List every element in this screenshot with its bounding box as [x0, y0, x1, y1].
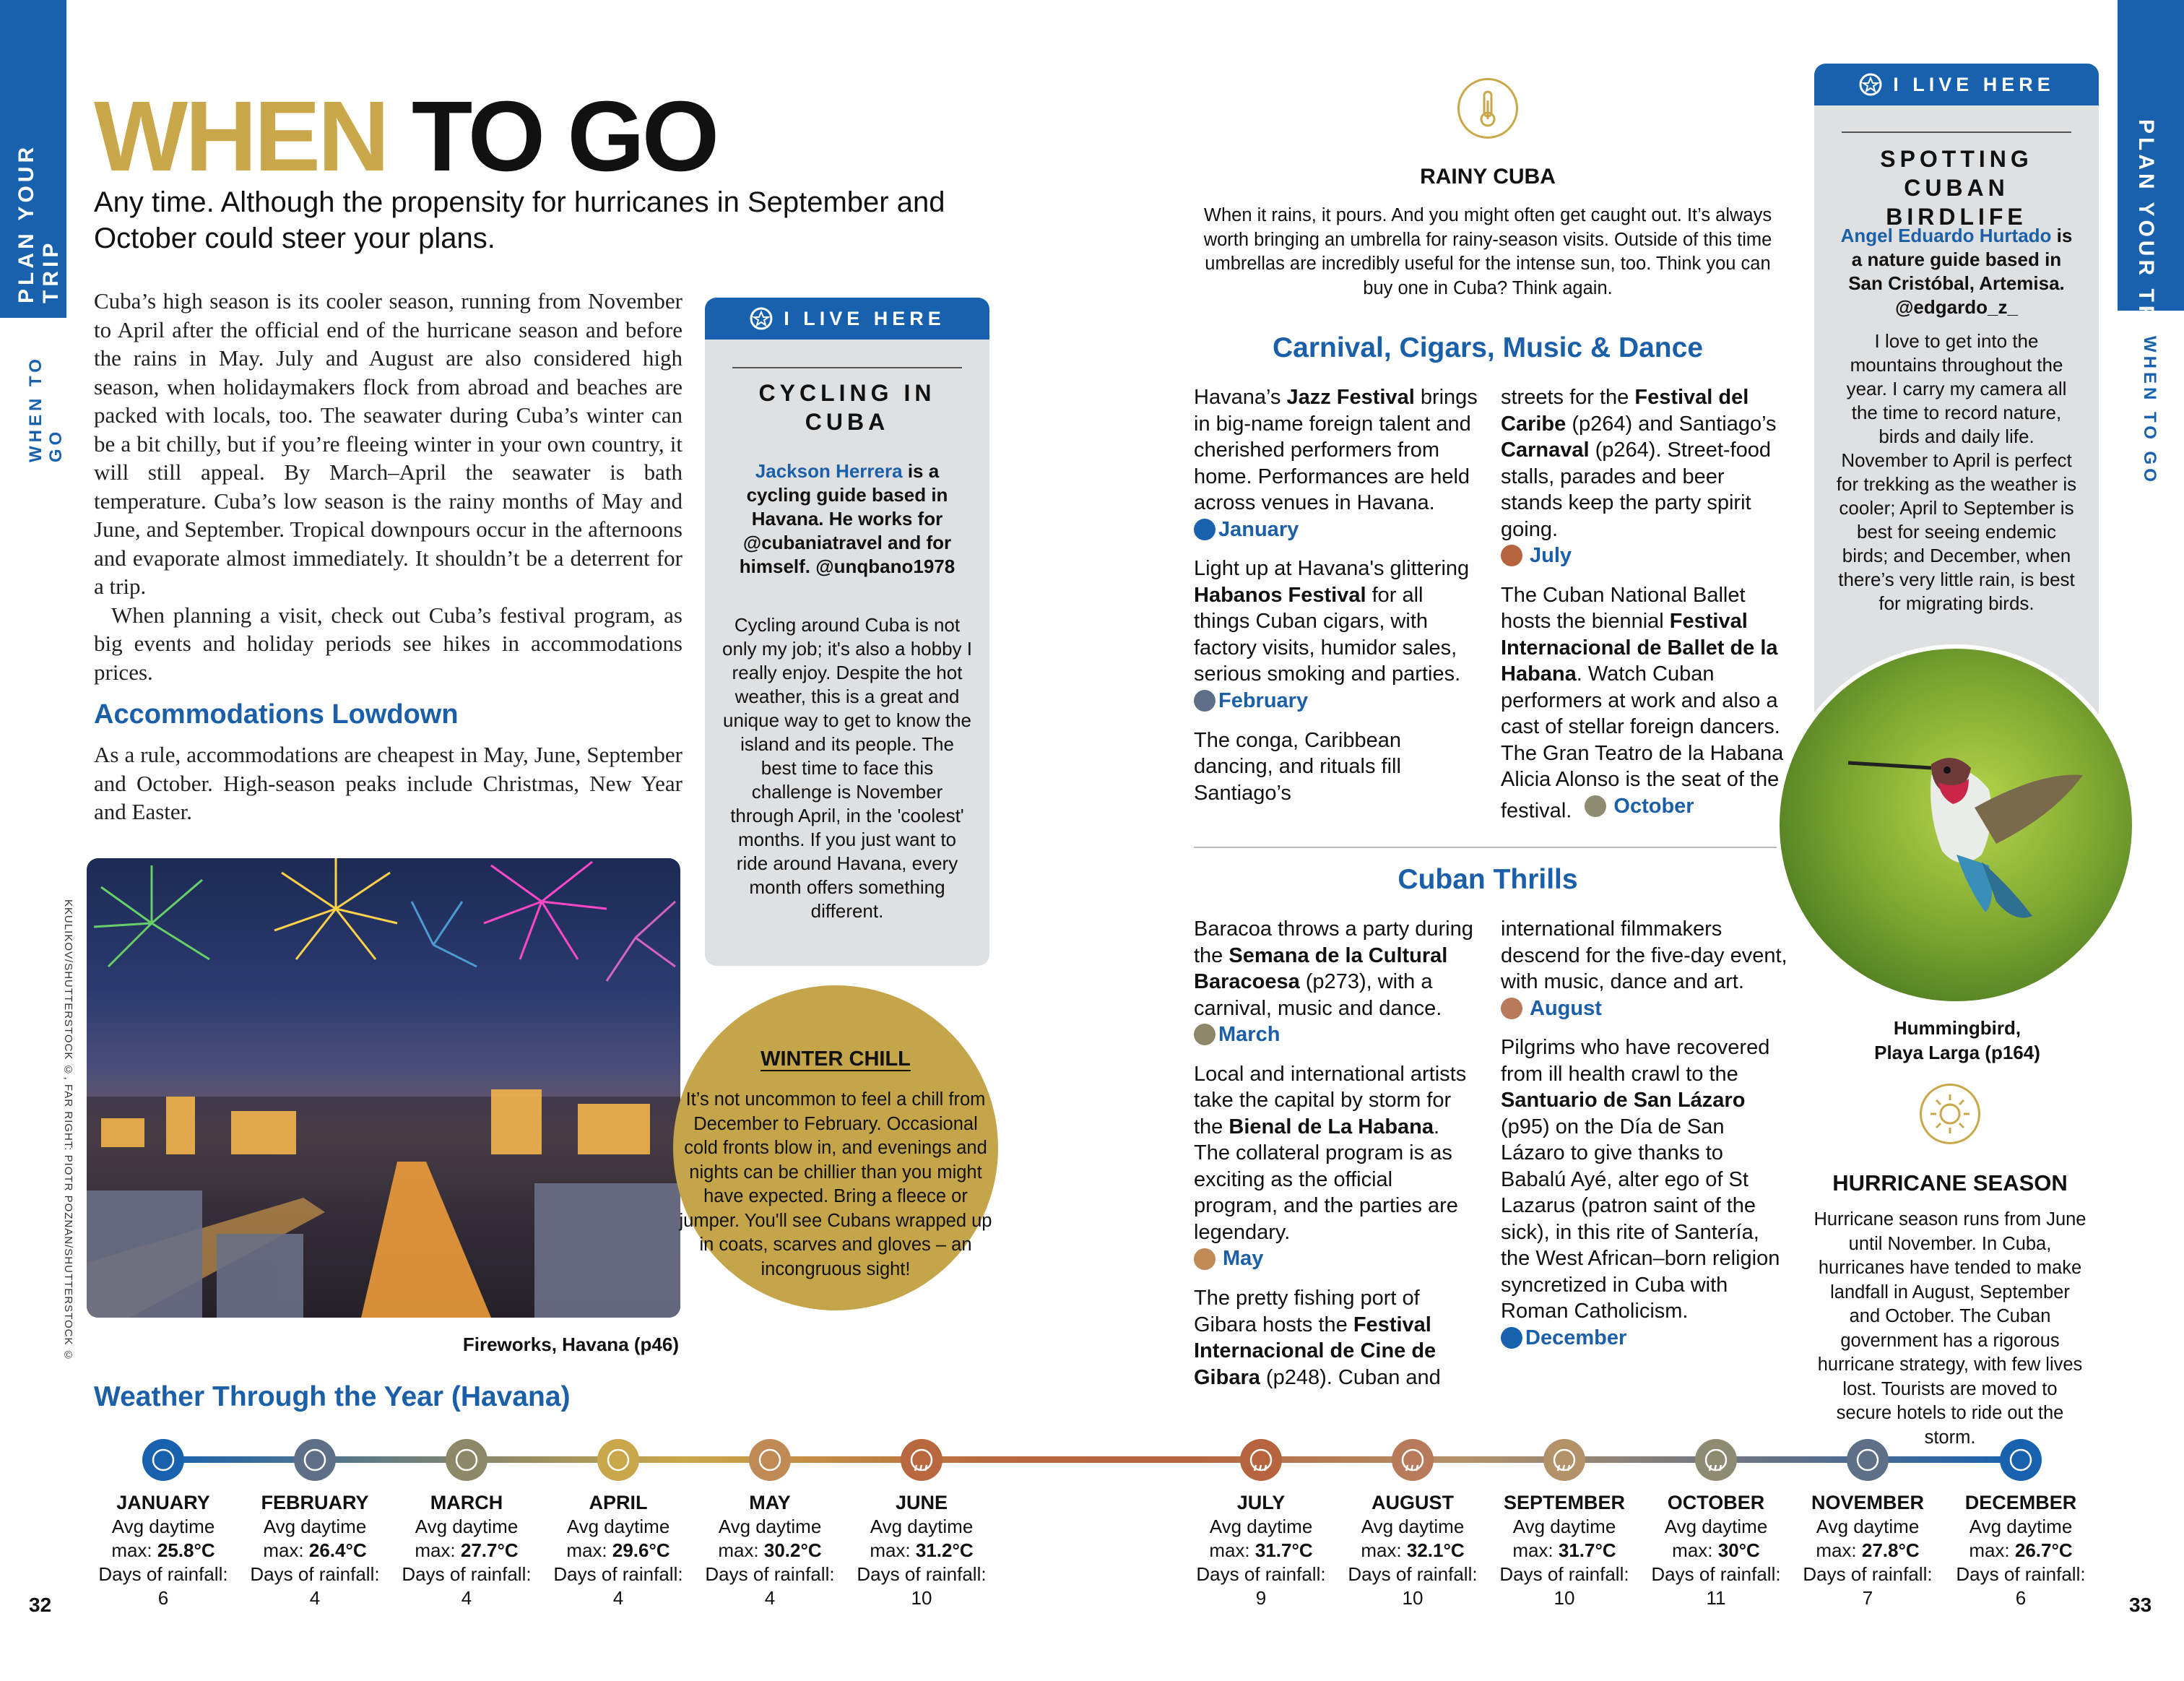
carnaval-name: Carnaval	[1501, 438, 1590, 462]
rainfall-days: 4	[764, 1587, 776, 1609]
max-temp-value: 31.7°C	[1558, 1539, 1616, 1561]
month-label: October	[1613, 794, 1694, 818]
partly-cloudy-icon	[142, 1439, 184, 1481]
month-name: MAY	[749, 1492, 791, 1513]
sun-icon	[1194, 1248, 1216, 1270]
month-label: May	[1223, 1247, 1264, 1271]
gibara-text-2: (p248). Cuban and	[1260, 1365, 1441, 1389]
ballet-festival-item	[1501, 582, 1790, 824]
max-temp-value: 26.7°C	[2014, 1539, 2073, 1561]
max-temp: max: 27.8°C	[1816, 1539, 1920, 1561]
ballet-festival-name: Festival Internacional de Ballet de la Habana	[1501, 610, 1778, 686]
sun-icon	[597, 1439, 639, 1481]
weather-month	[1182, 1490, 1340, 1610]
carnaval-text-2: (p264) and Santiago’s	[1566, 412, 1777, 436]
avg-daytime-label: Avg daytime	[718, 1516, 822, 1537]
body-column	[94, 287, 682, 686]
page-number-right: 33	[2129, 1594, 2152, 1616]
max-temp-value: 30°C	[1717, 1539, 1760, 1561]
thermometer-icon	[1457, 78, 1518, 139]
habanos-text-1: Light up at Havana's glittering	[1194, 557, 1470, 581]
gibara-text-1: The pretty fishing port of Gibara hosts the	[1194, 1287, 1420, 1336]
avg-daytime-label: Avg daytime	[1361, 1516, 1465, 1537]
weather-month	[842, 1490, 1001, 1610]
sun-icon	[1920, 1084, 1980, 1144]
carnival-col-1	[1194, 384, 1479, 815]
avg-daytime-label: Avg daytime	[1816, 1516, 1920, 1537]
month-label: December	[1525, 1326, 1627, 1349]
birdlife-sidebar-header	[1814, 64, 2099, 105]
baracoa-text-1: Baracoa throws a party during the	[1194, 917, 1473, 967]
left-tab-label: PLAN YOUR TRIP	[14, 143, 63, 303]
max-temp-value: 32.1°C	[1406, 1539, 1465, 1561]
sun-icon	[446, 1439, 488, 1481]
rainfall-days: 7	[1862, 1587, 1873, 1609]
avg-daytime-label: Avg daytime	[1209, 1516, 1313, 1537]
rainfall-days: 11	[1706, 1587, 1726, 1609]
rain-cloud-icon	[901, 1439, 942, 1481]
rainfall-label: Days of rainfall:	[1956, 1563, 2086, 1585]
max-temp-value: 31.7°C	[1254, 1539, 1313, 1561]
rain-cloud-icon	[1501, 545, 1522, 566]
weather-month	[1333, 1490, 1492, 1610]
accommodations-heading: Accommodations Lowdown	[94, 699, 459, 730]
avg-daytime-label: Avg daytime	[1969, 1516, 2073, 1537]
birdlife-text: I love to get into the mountains throughout the year. I carry my camera all the time to record nature, birds and daily life. November to April is perfect for trekking as the weather is cooler; April to September is best for seeing endemic birds; and December, when there’s very little rain, is best for migrating birds.	[1836, 330, 2077, 614]
rainfall-label: Days of rainfall:	[98, 1563, 228, 1585]
month-tag-january	[1194, 517, 1299, 543]
month-label: March	[1218, 1023, 1280, 1046]
hummingbird-illustration	[1780, 649, 2132, 1001]
sun-icon	[749, 1439, 791, 1481]
jazz-text-2: brings in big-name foreign talent and cherished performers from home. Performances are held across venues in Havana.	[1194, 386, 1478, 514]
max-temp: max: 30.2°C	[718, 1539, 822, 1561]
title-part2: TO GO	[411, 81, 717, 192]
month-name: APRIL	[589, 1492, 648, 1513]
birdlife-title: SPOTTING CUBAN BIRDLIFE	[1880, 146, 2033, 230]
jazz-festival-item	[1194, 384, 1479, 547]
cycling-title: CYCLING IN CUBA	[758, 380, 936, 435]
month-label: February	[1218, 688, 1309, 712]
body-paragraph-1: Cuba’s high season is its cooler season, running from November to April after the official end of the hurricane season and before the rains in May. July and August are also considered high season, when holidaymakers flock from abroad and beaches are packed with locals, too. The seawater during Cuba’s winter can be a bit chilly, but if you’re fleeing winter in your own country, it will still appeal. By March–April the seawater is bath temperature. Cuba’s low season is the rainy months of May and June, and September. Tropical downpours occur in the afternoons and evaporate almost immediately. It shouldn’t be a deterrent for a trip.	[94, 288, 682, 599]
habanos-text-2: for all things Cuban cigars, with factory visits, humidor sales, serious smoking and parties.	[1194, 583, 1461, 686]
month-name: OCTOBER	[1667, 1492, 1765, 1513]
rainy-title: RAINY CUBA	[1420, 165, 1556, 189]
avg-daytime-label: Avg daytime	[1512, 1516, 1616, 1537]
birdlife-rule	[1842, 131, 2071, 133]
rain-cloud-icon	[1501, 998, 1522, 1019]
partly-cloudy-icon	[1194, 519, 1216, 540]
rainfall-days: 6	[2015, 1587, 2027, 1609]
month-tag-december	[1501, 1325, 1626, 1352]
max-temp: max: 32.1°C	[1361, 1539, 1465, 1561]
partly-cloudy-icon	[1501, 1327, 1522, 1349]
partly-cloudy-icon	[1847, 1439, 1889, 1481]
rainfall-label: Days of rainfall:	[1196, 1563, 1326, 1585]
cycling-author-bio: is a cycling guide based in Havana. He works for @cubaniatravel and for himself. @unqbano1978	[739, 460, 956, 577]
max-temp-value: 29.6°C	[612, 1539, 670, 1561]
avg-daytime-label: Avg daytime	[566, 1516, 670, 1537]
weather-heading: Weather Through the Year (Havana)	[94, 1381, 571, 1412]
rainfall-label: Days of rainfall:	[857, 1563, 987, 1585]
rain-cloud-icon	[1240, 1439, 1282, 1481]
location-badge-icon	[1858, 72, 1883, 97]
cycling-text: Cycling around Cuba is not only my job; it's also a hobby I really enjoy. Despite the hot weather, this is a great and unique way to get to know the island and its people. The best time to face this challenge is November through April, in the 'coolest' months. If you just want to ride around Havana, every month offers something different.	[722, 614, 973, 922]
birdlife-header-label: I LIVE HERE	[1893, 73, 2055, 95]
festival-del-caribe-name: Festival del Caribe	[1501, 386, 1749, 436]
avg-daytime-label: Avg daytime	[870, 1516, 974, 1537]
max-temp: max: 31.2°C	[870, 1539, 974, 1561]
fireworks-caption: Fireworks, Havana (p46)	[462, 1334, 679, 1355]
weather-month	[539, 1490, 698, 1610]
max-temp: max: 25.8°C	[111, 1539, 215, 1561]
cycling-byline	[725, 459, 969, 579]
carnaval-item	[1501, 384, 1790, 574]
page-number-left: 32	[29, 1594, 52, 1616]
rainfall-label: Days of rainfall:	[705, 1563, 835, 1585]
weather-month	[235, 1490, 394, 1610]
birdlife-sidebar	[1814, 64, 2099, 735]
birdlife-author: Angel Eduardo Hurtado	[1840, 225, 2052, 246]
rainfall-label: Days of rainfall:	[1499, 1563, 1629, 1585]
month-name: JUNE	[895, 1492, 948, 1513]
rain-cloud-icon	[1695, 1439, 1737, 1481]
max-temp: max: 27.7°C	[415, 1539, 519, 1561]
rainfall-days: 10	[1554, 1587, 1575, 1609]
month-label: August	[1530, 996, 1602, 1020]
max-temp: max: 26.7°C	[1969, 1539, 2073, 1561]
month-name: DECEMBER	[1964, 1492, 2077, 1513]
max-temp-value: 27.8°C	[1861, 1539, 1920, 1561]
section-divider	[1194, 847, 1782, 848]
max-temp-value: 27.7°C	[460, 1539, 519, 1561]
weather-timeline-bar	[163, 1456, 2021, 1463]
left-tab-sub: WHEN TO GO	[26, 355, 66, 462]
month-tag-august	[1501, 995, 1602, 1022]
san-lazaro-text-2: (p95) on the Día de San Lázaro to give thanks to Babalú Ayé, alter ego of St Lazarus (patron saint of the sick), in this rite of Santería, the West African–born religion syncretized in Cuba with Roman Catholicism.	[1501, 1115, 1780, 1323]
gibara-item	[1194, 1285, 1479, 1391]
rainfall-days: 10	[911, 1587, 932, 1609]
hummingbird-photo	[1775, 644, 2136, 1006]
page-title	[94, 81, 717, 192]
rainfall-days: 4	[309, 1587, 321, 1609]
weather-month	[1637, 1490, 1795, 1610]
habanos-festival-item	[1194, 556, 1479, 718]
fireworks-illustration	[87, 858, 680, 1318]
san-lazaro-text-1: Pilgrims who have recovered from ill health crawl to the	[1501, 1036, 1770, 1086]
baracoa-festival-name: Semana de la Cultural Baracoesa	[1194, 943, 1448, 993]
winter-chill-title: WINTER CHILL	[760, 1047, 911, 1071]
max-temp: max: 31.7°C	[1209, 1539, 1313, 1561]
month-name: JULY	[1236, 1492, 1286, 1513]
weather-month	[1485, 1490, 1644, 1610]
photo-credit: KKULIKOV/SHUTTERSTOCK ©, FAR RIGHT: PIOTR POZNAN/SHUTTERSTOCK ©	[62, 899, 74, 1362]
weather-month	[387, 1490, 546, 1610]
jazz-festival-name: Jazz Festival	[1286, 386, 1415, 409]
hurricane-title: HURRICANE SEASON	[1832, 1170, 2068, 1196]
rain-cloud-icon	[1392, 1439, 1434, 1481]
fireworks-photo	[87, 858, 680, 1318]
cycling-header-label: I LIVE HERE	[784, 307, 945, 329]
ballet-text-1: The Cuban National Ballet hosts the biennial	[1501, 583, 1746, 634]
max-temp-value: 26.4°C	[308, 1539, 367, 1561]
month-name: SEPTEMBER	[1503, 1492, 1626, 1513]
avg-daytime-label: Avg daytime	[111, 1516, 215, 1537]
rainfall-days: 9	[1255, 1587, 1267, 1609]
hummingbird-caption: Hummingbird, Playa Larga (p164)	[1874, 1017, 2040, 1063]
carnival-heading: Carnival, Cigars, Music & Dance	[1272, 332, 1704, 363]
cycling-sidebar	[705, 298, 989, 966]
rainfall-days: 4	[612, 1587, 624, 1609]
month-name: NOVEMBER	[1811, 1492, 1924, 1513]
thrills-heading: Cuban Thrills	[1398, 864, 1578, 895]
month-tag-july	[1501, 543, 1572, 569]
max-temp: max: 31.7°C	[1512, 1539, 1616, 1561]
rainfall-label: Days of rainfall:	[1803, 1563, 1933, 1585]
sun-icon	[1194, 1024, 1216, 1045]
rainfall-label: Days of rainfall:	[553, 1563, 683, 1585]
conga-item: The conga, Caribbean dancing, and rituals fill Santiago’s	[1194, 728, 1401, 805]
max-temp-value: 31.2°C	[915, 1539, 974, 1561]
hurricane-text: Hurricane season runs from June until November. In Cuba, hurricanes have tended to make landfall in August, September and October. The Cuban government has a rigorous hurricane strategy, with few lives lost. Tourists are moved to secure hotels to ride out the storm.	[1814, 1209, 2086, 1448]
san-lazaro-item	[1501, 1034, 1790, 1355]
right-tab-label: PLAN YOUR TRIP	[2134, 119, 2158, 353]
gibara-festival-name: Festival Internacional de Cine de Gibara	[1194, 1313, 1436, 1389]
bienal-item	[1194, 1061, 1479, 1276]
intro-text: Any time. Although the propensity for hurricanes in September and October could steer your plans.	[94, 186, 945, 254]
month-tag-may	[1194, 1245, 1263, 1272]
film-text: international filmmakers descend for the five-day event, with music, dance and art.	[1501, 917, 1788, 993]
cycling-sidebar-header	[705, 298, 989, 340]
avg-daytime-label: Avg daytime	[263, 1516, 367, 1537]
weather-month	[1788, 1490, 1947, 1610]
location-badge-icon	[749, 306, 774, 331]
avg-daytime-label: Avg daytime	[415, 1516, 519, 1537]
max-temp: max: 26.4°C	[263, 1539, 367, 1561]
accommodations-text: As a rule, accommodations are cheapest in May, June, September and October. High-season peaks include Christmas, New Year and Easter.	[94, 742, 682, 824]
bienal-text-1: Local and international artists take the capital by storm for the	[1194, 1062, 1467, 1138]
bienal-name: Bienal de La Habana	[1228, 1115, 1434, 1138]
month-name: AUGUST	[1372, 1492, 1454, 1513]
rainfall-days: 6	[157, 1587, 169, 1609]
weather-month	[690, 1490, 849, 1610]
rain-cloud-icon	[1585, 795, 1606, 817]
carnival-col-2	[1501, 384, 1790, 833]
rainfall-label: Days of rainfall:	[402, 1563, 532, 1585]
jazz-text-1: Havana’s	[1194, 386, 1287, 409]
month-name: JANUARY	[116, 1492, 210, 1513]
rainfall-label: Days of rainfall:	[1651, 1563, 1781, 1585]
rainfall-days: 10	[1402, 1587, 1424, 1609]
birdlife-author-bio: is a nature guide based in San Cristóbal, Artemisa. @edgardo_z_	[1848, 225, 2073, 318]
title-part1: WHEN	[94, 81, 387, 192]
ballet-text-2: . Watch Cuban performers at work and also a cast of stellar foreign dancers. The Gran Teatro de la Habana Alicia Alonso is the seat of the festival.	[1501, 662, 1784, 822]
weather-month	[1941, 1490, 2100, 1610]
carnaval-text-1: streets for the	[1501, 386, 1635, 409]
rainfall-label: Days of rainfall:	[250, 1563, 380, 1585]
sun-icon	[294, 1439, 336, 1481]
month-label: January	[1218, 517, 1299, 541]
avg-daytime-label: Avg daytime	[1664, 1516, 1768, 1537]
bienal-text-2: . The collateral program is as exciting as the official program, and the parties are legendary.	[1194, 1115, 1458, 1244]
max-temp: max: 29.6°C	[566, 1539, 670, 1561]
weather-month	[84, 1490, 243, 1610]
cycling-rule	[732, 367, 962, 368]
max-temp-value: 25.8°C	[157, 1539, 215, 1561]
rainy-text: When it rains, it pours. And you might often get caught out. It’s always worth bringing an umbrella for rainy-season visits. Outside of this time umbrellas are incredibly useful for the intense sun, too. Think you can buy one in Cuba? Think again.	[1203, 205, 1772, 298]
rainfall-label: Days of rainfall:	[1348, 1563, 1478, 1585]
month-name: FEBRUARY	[261, 1492, 369, 1513]
san-lazaro-name: Santuario de San Lázaro	[1501, 1089, 1746, 1112]
carnaval-text-3: (p264). Street-food stalls, parades and beer stands keep the party spirit going.	[1501, 438, 1771, 541]
baracoa-item	[1194, 916, 1479, 1053]
winter-chill-text: It’s not uncommon to feel a chill from December to February. Occasional cold fronts blow in, and evenings and nights can be chillier than you might have expected. Bring a fleece or jumper. You'll see Cubans wrapped up in coats, scarves and gloves – an incongruous sight!	[679, 1089, 992, 1279]
sun-icon	[1194, 690, 1216, 712]
body-paragraph-2: When planning a visit, check out Cuba’s festival program, as big events and holiday periods see hikes in accommodations prices.	[94, 602, 682, 685]
birdlife-byline	[1836, 224, 2077, 319]
month-label: July	[1530, 544, 1572, 567]
rain-cloud-icon	[1543, 1439, 1585, 1481]
max-temp-value: 30.2°C	[763, 1539, 822, 1561]
habanos-festival-name: Habanos Festival	[1194, 583, 1366, 607]
rainfall-days: 4	[461, 1587, 472, 1609]
max-temp: max: 30°C	[1672, 1539, 1760, 1561]
month-name: MARCH	[430, 1492, 503, 1513]
month-tag-march	[1194, 1021, 1280, 1048]
month-tag-february	[1194, 688, 1308, 714]
film-item	[1501, 916, 1790, 1026]
thrills-col-2	[1501, 916, 1790, 1365]
month-tag-october	[1577, 793, 1694, 820]
baracoa-text-2: (p273), with a carnival, music and dance.	[1194, 970, 1442, 1020]
right-tab-sub: WHEN TO GO	[2140, 336, 2159, 485]
partly-cloudy-icon	[2000, 1439, 2042, 1481]
thrills-col-1	[1194, 916, 1479, 1399]
cycling-author: Jackson Herrera	[755, 460, 903, 482]
